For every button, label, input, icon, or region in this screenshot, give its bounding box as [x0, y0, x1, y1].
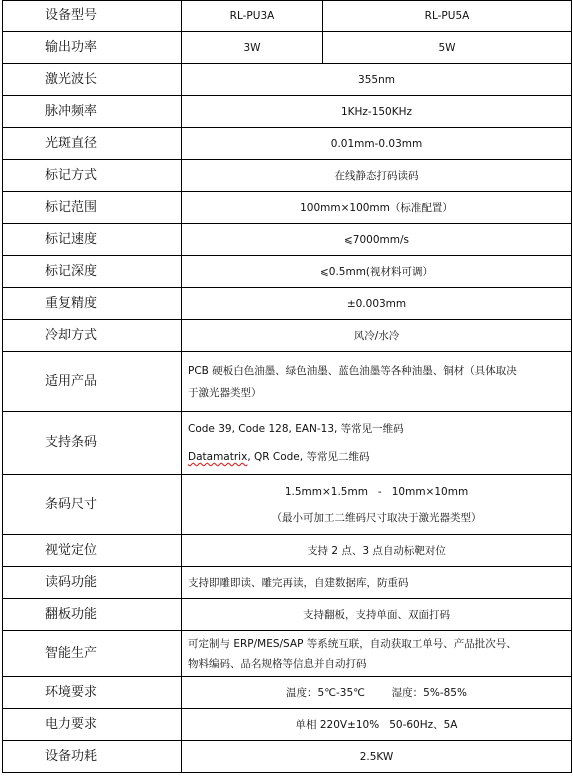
cell-value: 3W [182, 32, 323, 64]
text-line: 1.5mm×1.5mm - 10mm×10mm [284, 485, 469, 498]
table-row [3, 128, 572, 160]
cell-value: ±0.003mm [182, 288, 572, 320]
table-row [3, 288, 572, 320]
table-row [3, 412, 572, 475]
cell-value: 2.5KW [182, 741, 572, 773]
table-row [3, 709, 572, 741]
row-label: 标记方式 [3, 160, 182, 192]
table-row [3, 599, 572, 631]
cell-value [182, 631, 572, 677]
table-row [3, 224, 572, 256]
cell-value: 支持翻板，支持单面、双面打码 [182, 599, 572, 631]
table-row [3, 631, 572, 677]
row-label: 脉冲频率 [3, 96, 182, 128]
text-line [188, 449, 565, 465]
row-label: 冷却方式 [3, 320, 182, 352]
table-row [3, 352, 572, 412]
cell-value: 支持即雕即读、雕完再读，自建数据库，防重码 [182, 567, 572, 599]
row-label: 读码功能 [3, 567, 182, 599]
row-label: 标记范围 [3, 192, 182, 224]
row-label: 标记速度 [3, 224, 182, 256]
table-row [3, 1, 572, 32]
cell-value: 355nm [182, 64, 572, 96]
text-line: Code 39, Code 128, EAN-13, 等常见一维码 [188, 423, 404, 435]
table-row [3, 192, 572, 224]
row-label: 输出功率 [3, 32, 182, 64]
text-fragment: , QR Code, 等常见二维码 [247, 451, 370, 463]
row-label: 设备型号 [3, 1, 182, 32]
cell-value: 支持 2 点、3 点自动标靶对位 [182, 535, 572, 567]
cell-value: 100mm×100mm（标准配置） [182, 192, 572, 224]
cell-value: 在线静态打码读码 [182, 160, 572, 192]
row-label: 激光波长 [3, 64, 182, 96]
text-line: 物料编码、品名规格等信息并自动打码 [188, 657, 367, 670]
table-row [3, 160, 572, 192]
cell-value: 温度：5℃-35℃ 湿度：5%-85% [182, 677, 572, 709]
table-row [3, 32, 572, 64]
cell-value [182, 412, 572, 475]
table-row [3, 535, 572, 567]
cell-value: ⩽0.5mm(视材料可调） [182, 256, 572, 288]
text-line: 可定制与 ERP/MES/SAP 等系统互联，自动获取工单号、产品批次号、 [188, 637, 517, 650]
table-row [3, 475, 572, 535]
text-line: 于激光器类型） [188, 386, 262, 399]
row-label: 重复精度 [3, 288, 182, 320]
table-row [3, 741, 572, 773]
row-label: 支持条码 [3, 412, 182, 475]
cell-value: 0.01mm-0.03mm [182, 128, 572, 160]
cell-value: 单相 220V±10% 50-60Hz、5A [182, 709, 572, 741]
table-row [3, 320, 572, 352]
row-label: 标记深度 [3, 256, 182, 288]
row-label: 翻板功能 [3, 599, 182, 631]
cell-value: 风冷/水冷 [182, 320, 572, 352]
row-label: 电力要求 [3, 709, 182, 741]
cell-value: ⩽7000mm/s [182, 224, 572, 256]
spec-table [2, 0, 572, 773]
table-row [3, 256, 572, 288]
cell-value: 1KHz-150KHz [182, 96, 572, 128]
table-row [3, 567, 572, 599]
row-label: 光斑直径 [3, 128, 182, 160]
cell-value: RL-PU3A [182, 1, 323, 32]
spellcheck-word: Datamatrix [188, 451, 248, 463]
table-row [3, 677, 572, 709]
cell-value [182, 475, 572, 535]
table-row [3, 64, 572, 96]
cell-value [182, 352, 572, 412]
row-label: 适用产品 [3, 352, 182, 412]
cell-value: RL-PU5A [323, 1, 572, 32]
row-label: 视觉定位 [3, 535, 182, 567]
row-label: 环境要求 [3, 677, 182, 709]
row-label: 条码尺寸 [3, 475, 182, 535]
text-line: PCB 硬板白色油墨、绿色油墨、蓝色油墨等各种油墨、铜材（具体取决 [188, 364, 517, 377]
row-label: 智能生产 [3, 631, 182, 677]
row-label: 设备功耗 [3, 741, 182, 773]
cell-value: 5W [323, 32, 572, 64]
table-row [3, 96, 572, 128]
text-line: （最小可加工二维码尺寸取决于激光器类型） [271, 511, 482, 524]
